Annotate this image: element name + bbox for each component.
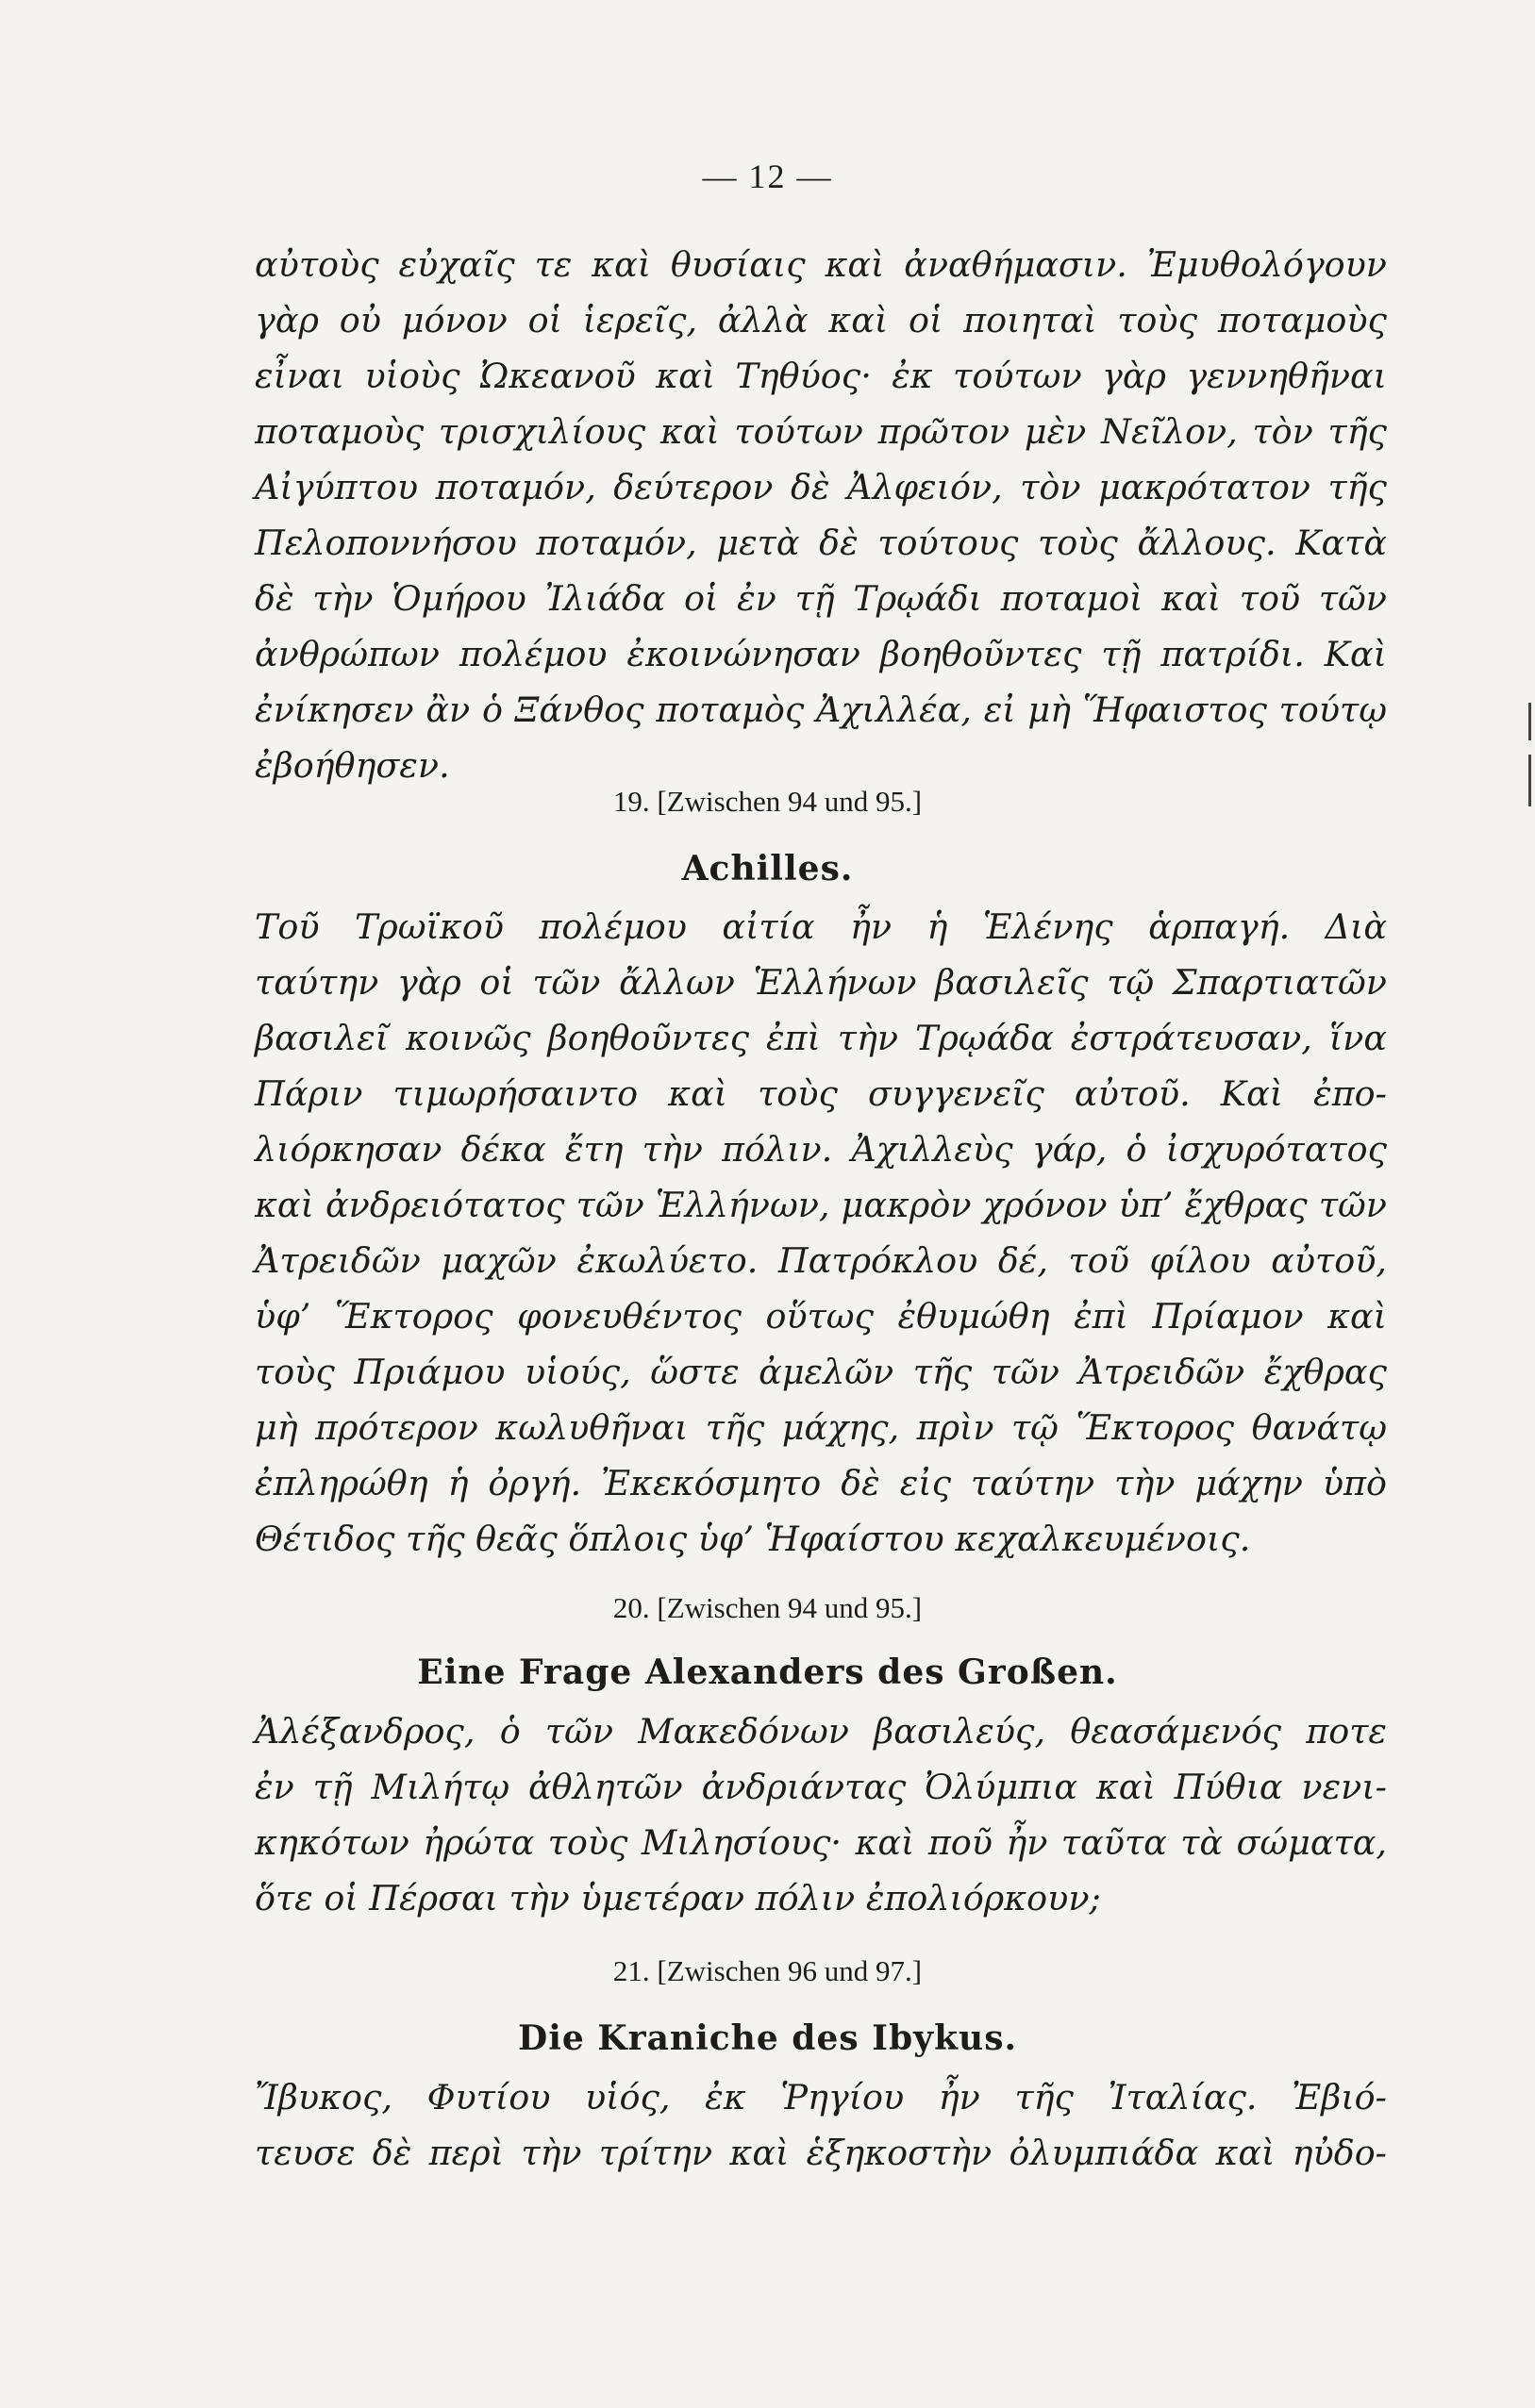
section-21-note: 21. [Zwischen 96 und 97.] — [612, 1954, 923, 1987]
text-line: ταύτην γὰρ οἱ τῶν ἄλλων Ἑλλήνων βασιλεῖς τῷ Σπαρτιατῶν — [255, 962, 1387, 1003]
text-line: κηκότων ἠρώτα τοὺς Μιλησίους· καὶ ποῦ ἦν ταῦτα τὰ σώματα, — [255, 1822, 1387, 1863]
scan-edge-mark — [1528, 703, 1531, 740]
paragraph-alexander — [255, 1703, 1387, 1926]
text-line: Αἰγύπτου ποταμόν, δεύτερον δὲ Ἀλφειόν, τὸν μακρότατον τῆς — [255, 467, 1387, 507]
text-line: Ἀλέξανδρος, ὁ τῶν Μακεδόνων βασιλεύς, θεασάμενός ποτε — [255, 1711, 1387, 1752]
text-line: ποταμοὺς τρισχιλίους καὶ τούτων πρῶτον μὲν Νεῖλον, τὸν τῆς — [255, 411, 1387, 452]
text-line: Τοῦ Τρωϊκοῦ πολέμου αἰτία ἦν ἡ Ἑλένης ἁρπαγή. Διὰ — [255, 906, 1387, 947]
text-line: Πελοποννήσου ποταμόν, μετὰ δὲ τούτους τοὺς ἄλλους. Κατὰ — [255, 523, 1387, 563]
section-20-note: 20. [Zwischen 94 und 95.] — [612, 1591, 923, 1624]
text-line: λιόρκησαν δέκα ἔτη τὴν πόλιν. Ἀχιλλεὺς γάρ, ὁ ἰσχυρότατος — [255, 1129, 1387, 1170]
text-line: ἐνίκησεν ἂν ὁ Ξάνθος ποταμὸς Ἀχιλλέα, εἰ μὴ Ἥφαιστος τούτῳ — [255, 689, 1387, 730]
text-line: εἶναι υἱοὺς Ὠκεανοῦ καὶ Τηθύος· ἐκ τούτων γὰρ γεννηθῆναι — [255, 356, 1387, 396]
section-21-title: Die Kraniche des Ibykus. — [517, 2018, 1018, 2058]
text-line: μὴ πρότερον κωλυθῆναι τῆς μάχης, πρὶν τῷ Ἕκτορος θανάτῳ — [255, 1407, 1387, 1448]
page-number: — 12 — — [702, 158, 833, 195]
text-line: ὅτε οἱ Πέρσαι τὴν ὑμετέραν πόλιν ἐπολιόρκουν; — [255, 1878, 1101, 1918]
text-line: Ἴβυκος, Φυτίου υἱός, ἐκ Ῥηγίου ἦν τῆς Ἰταλίας. Ἐβιό- — [255, 2077, 1387, 2117]
paragraph-rivers — [255, 237, 1387, 793]
text-line: ἐβοήθησεν. — [255, 745, 450, 786]
text-line: ἐπληρώθη ἡ ὀργή. Ἐκεκόσμητο δὲ εἰς ταύτην τὴν μάχην ὑπὸ — [255, 1463, 1387, 1503]
text-line: ἐν τῇ Μιλήτῳ ἀθλητῶν ἀνδριάντας Ὀλύμπια καὶ Πύθια νενι- — [255, 1767, 1387, 1807]
text-line: Θέτιδος τῆς θεᾶς ὅπλοις ὑφ’ Ἡφαίστου κεχαλκευμένοις. — [255, 1519, 1251, 1559]
paragraph-ibykus — [255, 2069, 1387, 2181]
paragraph-achilles — [255, 899, 1387, 1567]
section-19-note: 19. [Zwischen 94 und 95.] — [612, 785, 923, 818]
scan-edge-mark — [1528, 755, 1531, 806]
section-19-title: Achilles. — [681, 849, 854, 888]
text-line: δὲ τὴν Ὁμήρου Ἰλιάδα οἱ ἐν τῇ Τρῳάδι ποταμοὶ καὶ τοῦ τῶν — [255, 578, 1387, 619]
text-line: γὰρ οὐ μόνον οἱ ἱερεῖς, ἀλλὰ καὶ οἱ ποιηταὶ τοὺς ποταμοὺς — [255, 300, 1387, 340]
text-line: καὶ ἀνδρειότατος τῶν Ἑλλήνων, μακρὸν χρόνον ὑπ’ ἔχθρας τῶν — [255, 1185, 1387, 1225]
text-line: ἀνθρώπων πολέμου ἐκοινώνησαν βοηθοῦντες τῇ πατρίδι. Καὶ — [255, 634, 1387, 674]
section-20-title: Eine Frage Alexanders des Großen. — [417, 1652, 1118, 1692]
text-line: βασιλεῖ κοινῶς βοηθοῦντες ἐπὶ τὴν Τρῳάδα ἐστράτευσαν, ἵνα — [255, 1018, 1387, 1058]
text-line: αὐτοὺς εὐχαῖς τε καὶ θυσίαις καὶ ἀναθήμασιν. Ἐμυθολόγουν — [255, 244, 1387, 285]
text-line: Ἀτρειδῶν μαχῶν ἐκωλύετο. Πατρόκλου δέ, τοῦ φίλου αὐτοῦ, — [255, 1240, 1387, 1281]
text-line: τευσε δὲ περὶ τὴν τρίτην καὶ ἑξηκοστὴν ὀλυμπιάδα καὶ ηὐδο- — [255, 2133, 1387, 2173]
text-line: τοὺς Πριάμου υἱούς, ὥστε ἀμελῶν τῆς τῶν Ἀτρειδῶν ἔχθρας — [255, 1352, 1387, 1392]
text-line: Πάριν τιμωρήσαιντο καὶ τοὺς συγγενεῖς αὐτοῦ. Καὶ ἐπο- — [255, 1073, 1387, 1114]
text-line: ὑφ’ Ἕκτορος φονευθέντος οὕτως ἐθυμώθη ἐπὶ Πρίαμον καὶ — [255, 1296, 1387, 1337]
